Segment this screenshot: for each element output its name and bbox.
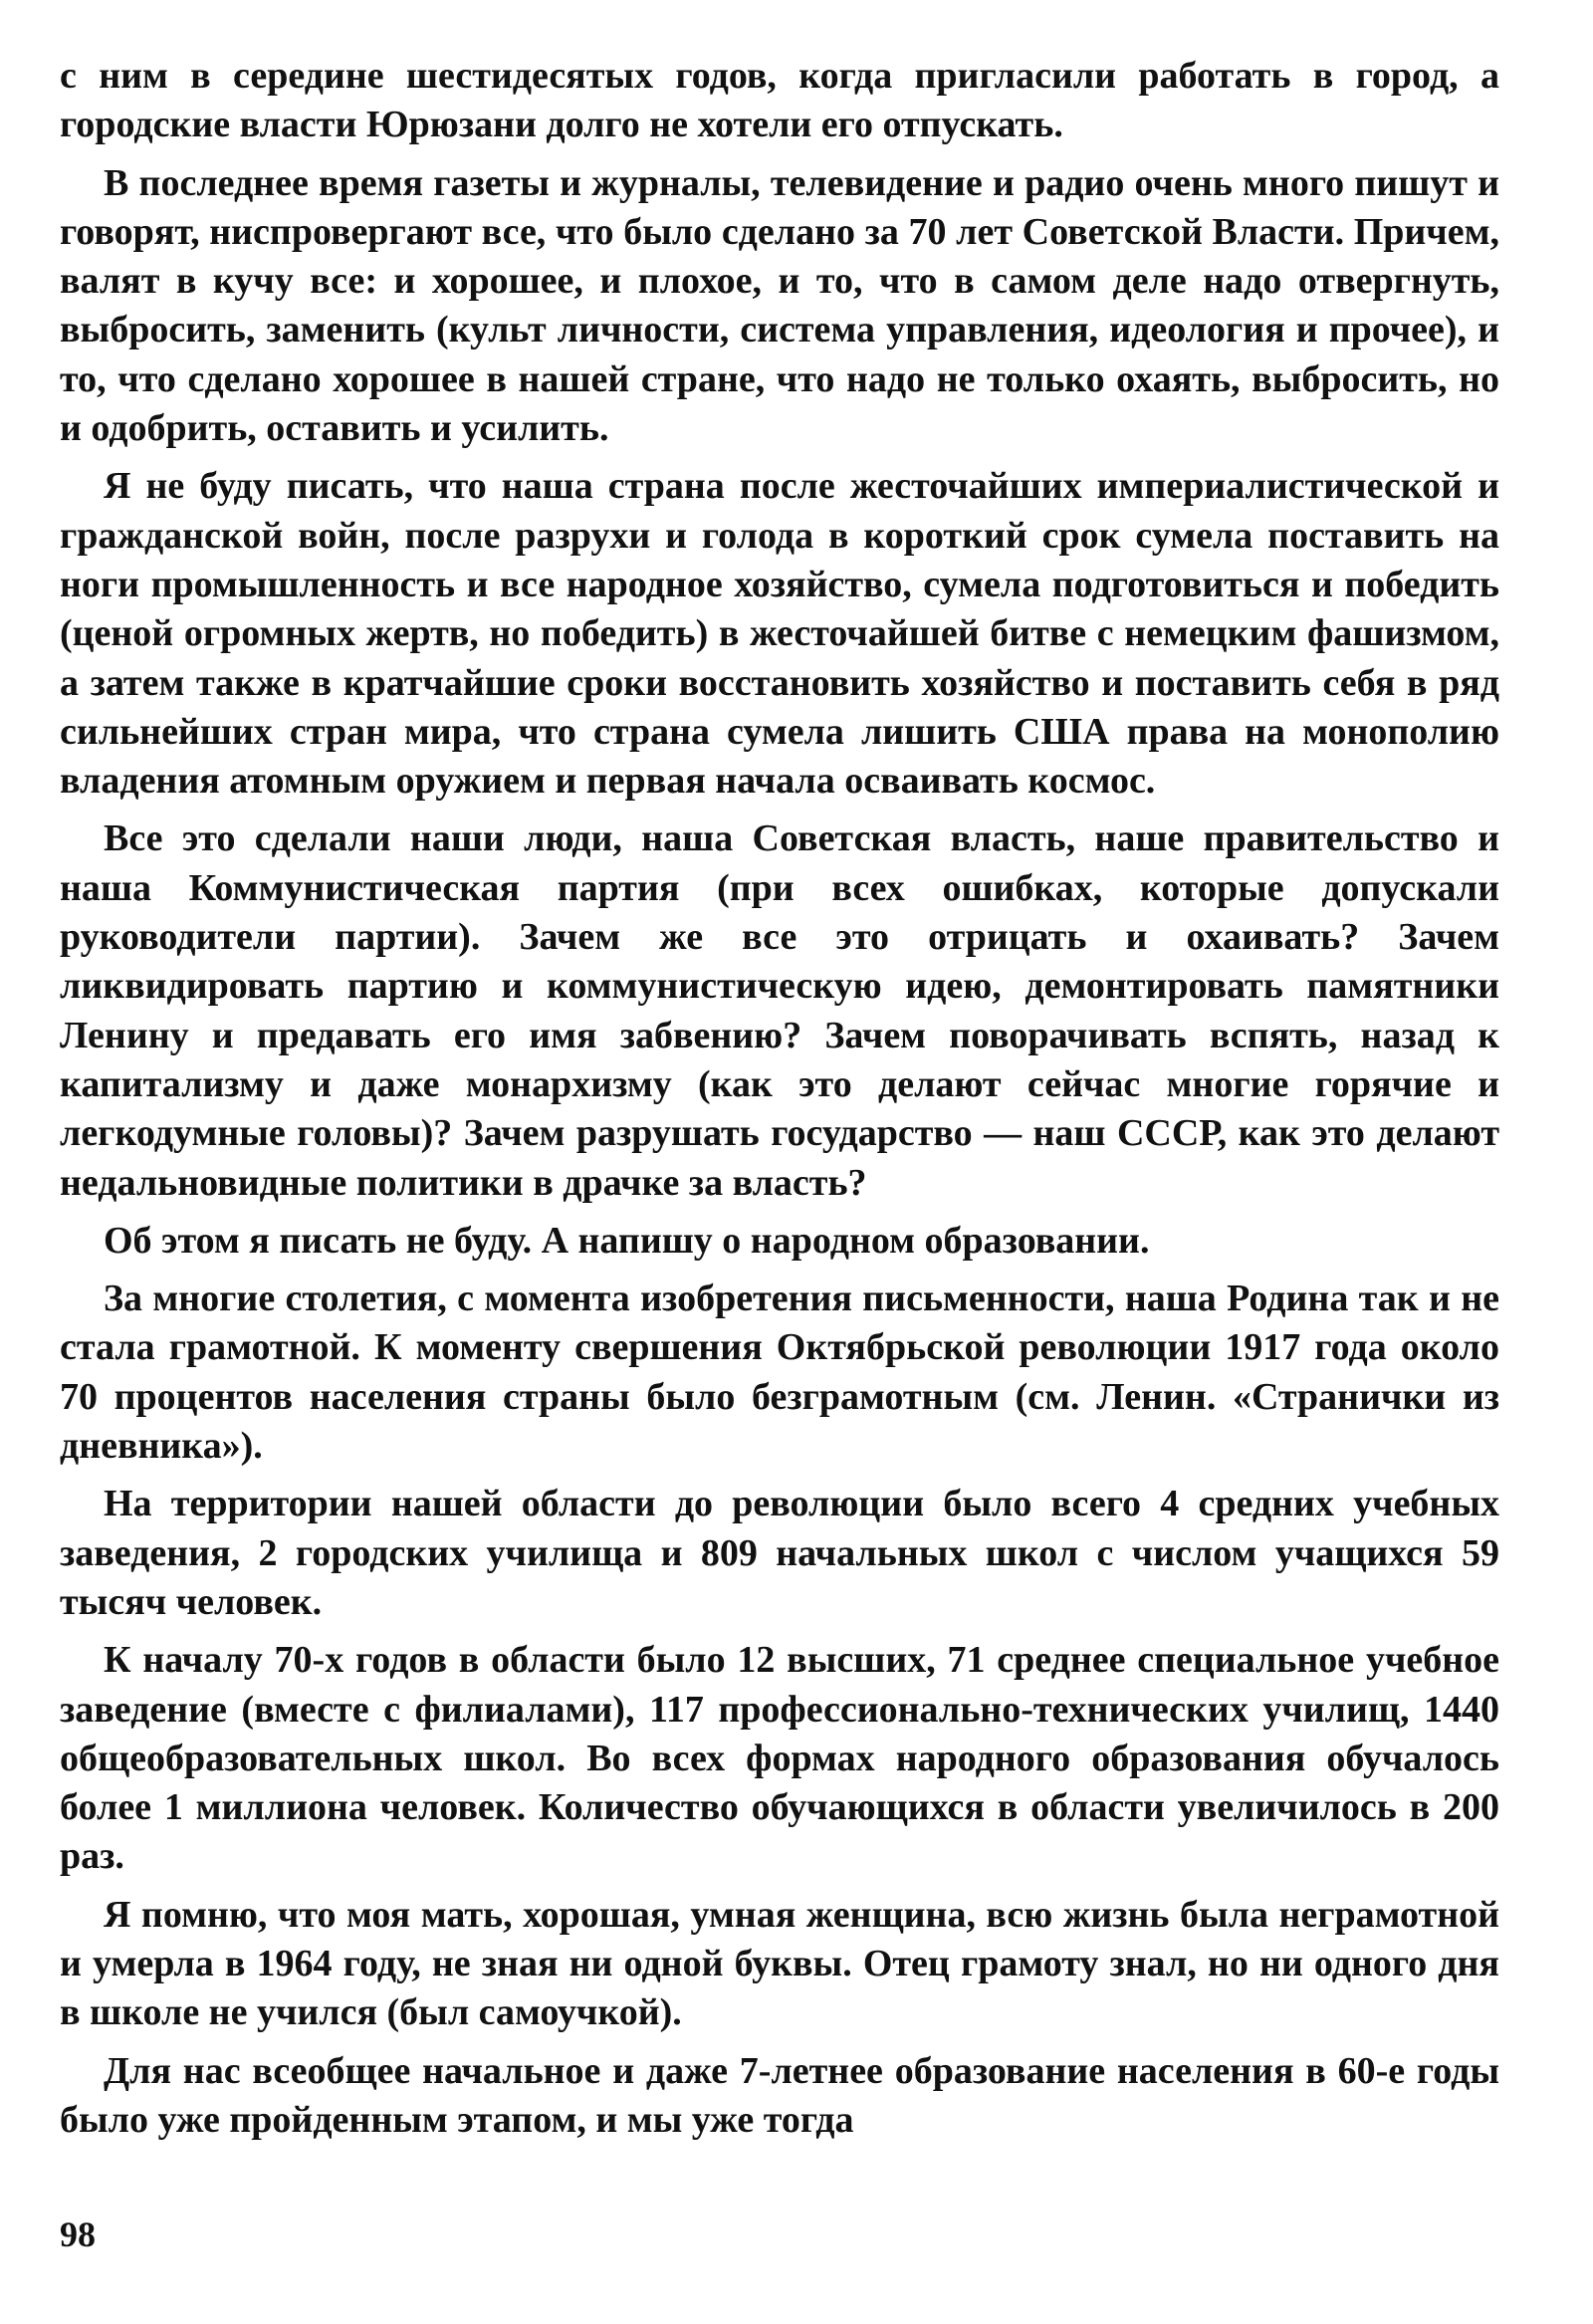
paragraph: За многие столетия, с момента изобретения письменности, наша Родина так и не стала грамотной. К моменту свершения Октябрьской революции 1917 года около 70 процентов населения страны было безграмотным (см. Ленин. «Странички из дневника»). bbox=[60, 1278, 1499, 1468]
paragraph: Для нас всеобщее начальное и даже 7-летнее образование населения в 60-е годы было уже пройденным этапом, и мы уже тогда bbox=[60, 2049, 1499, 2141]
page-number: 98 bbox=[60, 2214, 96, 2254]
paragraph: В последнее время газеты и журналы, телевидение и радио очень много пишут и говорят, ниспровергают все, что было сделано за 70 лет Советской Власти. Причем, валят в кучу все: и хорошее, и плохое, и то, что в самом деле надо отвергнуть, выбросить, заменить (культ личности, система управления, идеология и прочее), и то, что сделано хорошее в нашей стране, что надо не только охаять, выбросить, но и одобрить, оставить и усилить. bbox=[60, 161, 1499, 450]
paragraph: К началу 70-х годов в области было 12 высших, 71 среднее специальное учебное заведение (вместе с филиалами), 117 профессионально-технических училищ, 1440 общеобразовательных школ. Во всех формах народного образования обучалось более 1 миллиона человек. Количество обучающихся в области увеличилось в 200 раз. bbox=[60, 1639, 1499, 1878]
paragraph: Я не буду писать, что наша страна после жесточайших империалистической и гражданской войн, после разрухи и голода в короткий срок сумела поставить на ноги промышленность и все народное хозяйство, сумела подготовиться и победить (ценой огромных жертв, но победить) в жесточайшей битве с немецким фашизмом, а затем также в кратчайшие сроки восстановить хозяйство и поставить себя в ряд сильнейших стран мира, что страна сумела лишить США права на монополию владения атомным оружием и первая начала осваивать космос. bbox=[60, 465, 1499, 803]
paragraph: Об этом я писать не буду. А напишу о народном образовании. bbox=[104, 1219, 1150, 1262]
paragraph: Все это сделали наши люди, наша Советская власть, наше правительство и наша Коммунистическая партия (при всех ошибках, которые допускали руководители партии). Зачем же все это отрицать и охаивать? Зачем ликвидировать партию и коммунистическую идею, демонтировать памятники Ленину и предавать его имя забвению? Зачем поворачивать вспять, назад к капитализму и даже монархизму (как это делают сейчас многие горячие и легкодумные головы)? Зачем разрушать государство — наш СССР, как это делают недальновидные политики в драчке за власть? bbox=[60, 817, 1499, 1204]
paragraph-continued: с ним в середине шестидесятых годов, когда пригласили работать в город, а городские власти Юрюзани долго не хотели его отпускать. bbox=[60, 55, 1499, 146]
paragraph: На территории нашей области до революции было всего 4 средних учебных заведения, 2 городских училища и 809 начальных школ с числом учащихся 59 тысяч человек. bbox=[60, 1483, 1499, 1623]
paragraph: Я помню, что моя мать, хорошая, умная женщина, всю жизнь была неграмотной и умерла в 1964 году, не зная ни одной буквы. Отец грамоту знал, но ни одного дня в школе не учился (был самоучкой). bbox=[60, 1893, 1499, 2034]
